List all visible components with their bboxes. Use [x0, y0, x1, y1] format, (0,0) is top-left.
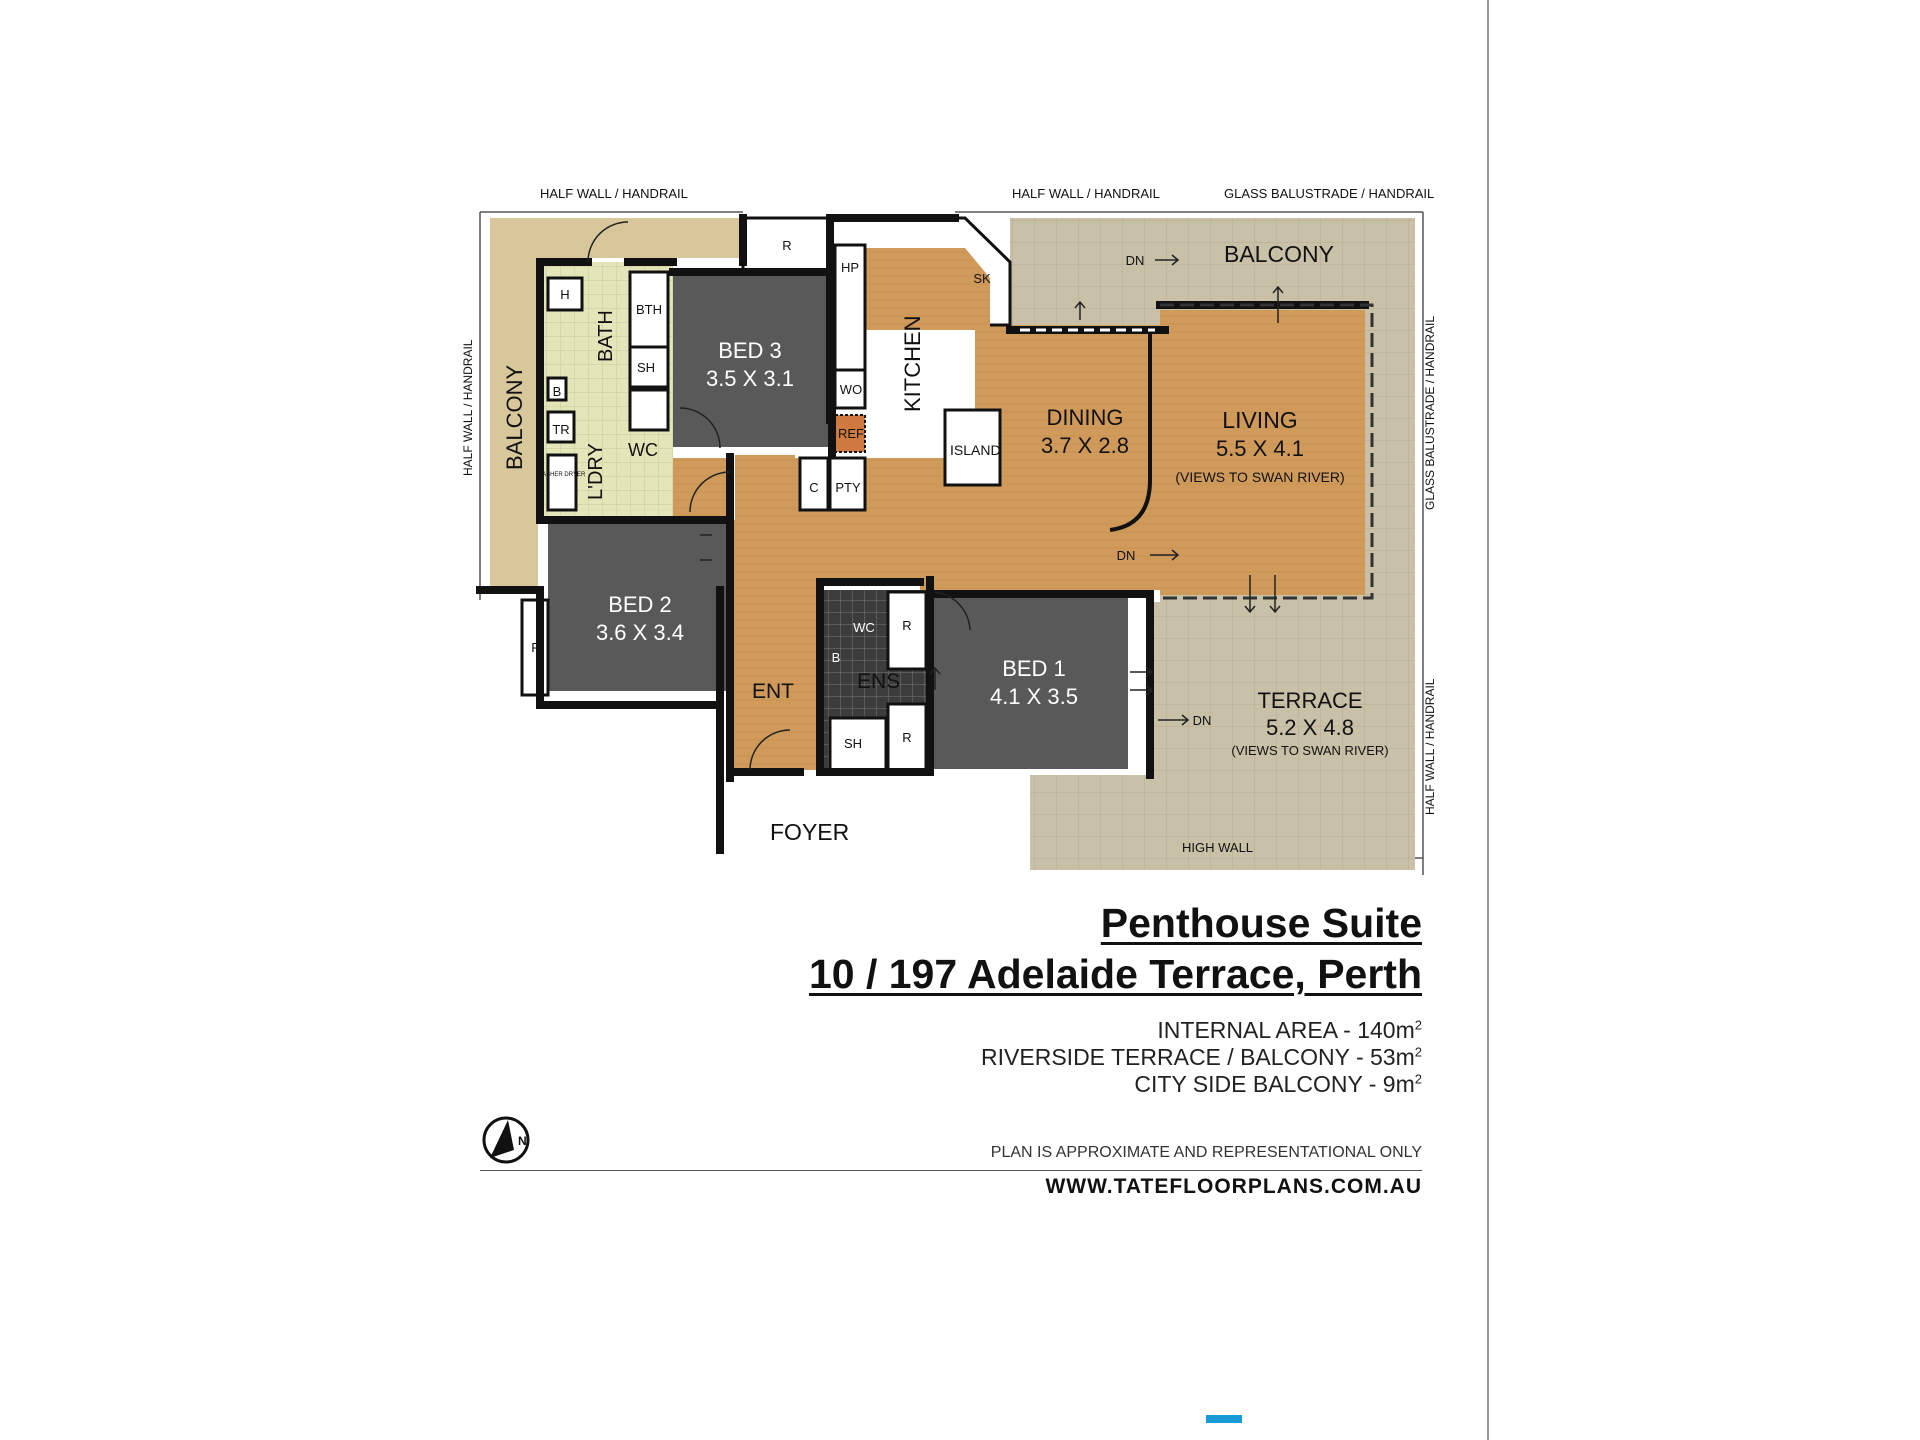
pantry-label: PTY: [835, 480, 861, 495]
bed3-dims: 3.5 X 3.1: [705, 366, 795, 391]
hot-plate-label: HP: [840, 260, 860, 275]
laundry-label: L'DRY: [585, 443, 607, 500]
living-note: (VIEWS TO SWAN RIVER): [1175, 469, 1345, 485]
down-label-balcony: DN: [1125, 253, 1145, 268]
bottom-tab-indicator: [1206, 1415, 1242, 1423]
footer-rule: [480, 1170, 1422, 1171]
wall-oven-label: WO: [839, 382, 863, 397]
glass-right-label: GLASS BALUSTRADE / HANDRAIL: [1423, 315, 1437, 510]
plan-title: Penthouse Suite: [1100, 900, 1422, 946]
robe-label-bed2: R: [531, 640, 541, 655]
bathtub-label: BTH: [636, 302, 662, 317]
dining-dims: 3.7 X 2.8: [1040, 433, 1130, 458]
sink-label: SK: [973, 271, 991, 286]
half-wall-left-label: HALF WALL / HANDRAIL: [461, 339, 475, 476]
kitchen-label: KITCHEN: [900, 315, 925, 412]
ensuite-shower-label: SH: [843, 736, 863, 751]
half-wall-right-label: HALF WALL / HANDRAIL: [1423, 678, 1437, 815]
ensuite-wc-label: WC: [853, 620, 875, 635]
balcony-left-label: BALCONY: [502, 364, 527, 470]
basin-label-laundry: B: [552, 384, 562, 399]
down-label-terrace: DN: [1192, 713, 1212, 728]
washer-label: WASHER DRYER: [536, 472, 586, 478]
living-name: LIVING: [1222, 407, 1298, 433]
high-wall-label: HIGH WALL: [1182, 840, 1254, 855]
compass-label: N: [518, 1134, 527, 1148]
fridge-label: REF: [838, 426, 864, 441]
robe-label-bed1-top: R: [902, 618, 912, 633]
cupboard-label: C: [809, 480, 819, 495]
entry-label: ENT: [752, 680, 794, 703]
half-wall-top-left-label: HALF WALL / HANDRAIL: [540, 186, 688, 201]
robe-label-bed3: R: [782, 238, 792, 253]
bed2-name: BED 2: [608, 592, 672, 617]
bath-label: BATH: [595, 310, 617, 362]
wc-label: WC: [628, 440, 658, 460]
ensuite-label: ENS: [857, 670, 901, 693]
terrace-note: (VIEWS TO SWAN RIVER): [1231, 743, 1389, 758]
island-label: ISLAND: [950, 442, 1001, 458]
balcony-top-label: BALCONY: [1224, 241, 1334, 267]
bed2-dims: 3.6 X 3.4: [595, 620, 685, 645]
dining-name: DINING: [1046, 405, 1124, 430]
down-label-living: DN: [1116, 548, 1136, 563]
page-divider: [1487, 0, 1489, 1440]
plan-address: 10 / 197 Adelaide Terrace, Perth: [808, 951, 1422, 997]
shower-label-bath: SH: [636, 360, 656, 375]
bed1-dims: 4.1 X 3.5: [989, 684, 1079, 709]
bed1-name: BED 1: [1002, 656, 1066, 681]
disclaimer: PLAN IS APPROXIMATE AND REPRESENTATIONAL ONLY: [990, 1144, 1422, 1161]
area-internal: INTERNAL AREA - $140m^2$: [1157, 1017, 1422, 1043]
bed3-name: BED 3: [718, 338, 782, 363]
foyer-label: FOYER: [770, 819, 850, 845]
area-terrace: RIVERSIDE TERRACE / BALCONY - $53m^2$: [981, 1044, 1422, 1070]
terrace-name: TERRACE: [1257, 688, 1363, 713]
compass-icon: [484, 1118, 528, 1162]
ensuite-basin-label: B: [831, 650, 841, 665]
half-wall-top-mid-label: HALF WALL / HANDRAIL: [1012, 186, 1160, 201]
heater-label: H: [560, 287, 570, 302]
terrace-dims: 5.2 X 4.8: [1265, 715, 1355, 740]
area-city-balcony: CITY SIDE BALCONY - $9m^2$: [1134, 1071, 1422, 1097]
trough-label: TR: [552, 422, 570, 437]
robe-label-bed1-bottom: R: [902, 730, 912, 745]
glass-top-label: GLASS BALUSTRADE / HANDRAIL: [1224, 186, 1435, 201]
living-dims: 5.5 X 4.1: [1215, 436, 1305, 461]
website-link[interactable]: WWW.TATEFLOORPLANS.COM.AU: [1045, 1175, 1422, 1198]
